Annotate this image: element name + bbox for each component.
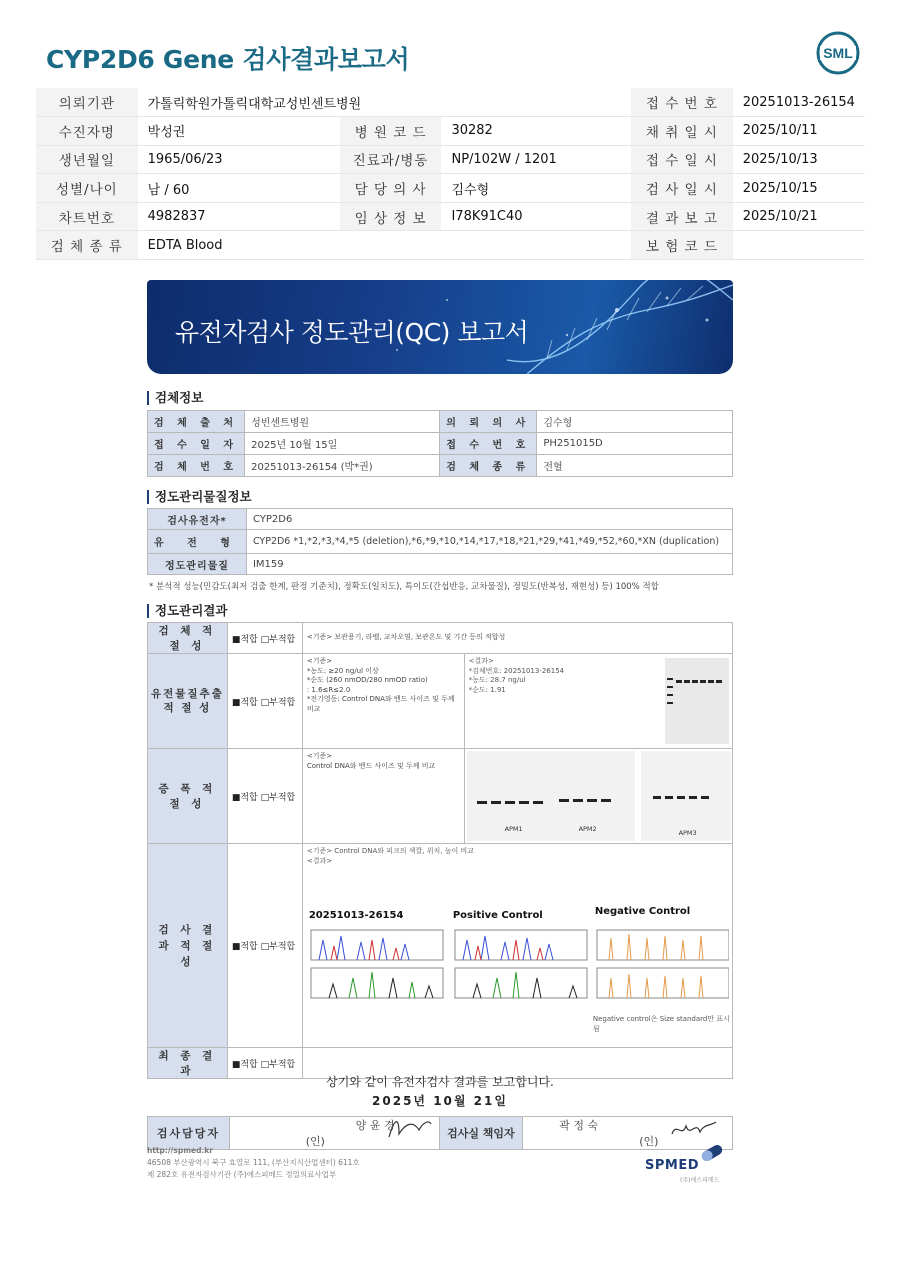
value-report-date: 2025/10/21 <box>733 202 865 231</box>
label-hospital-code: 병 원 코 드 <box>340 117 442 146</box>
pass-checkbox: ■적합 <box>231 634 258 645</box>
criteria-result: <기준> Control DNA와 피크의 색깔, 위치, 높이 비교 <결과> <box>306 847 474 865</box>
value-qc-material: IM159 <box>246 554 732 575</box>
value-test-date: 2025/10/15 <box>733 174 865 203</box>
electropherogram-cell <box>302 844 732 1048</box>
qc-result-row <box>148 844 733 1048</box>
patient-row <box>36 145 865 174</box>
label-received-date: 접 수 일 시 <box>631 145 733 174</box>
label-insurance-code: 보 험 코 드 <box>631 231 733 260</box>
fail-checkbox: □부적합 <box>260 697 296 708</box>
footer-address-block <box>147 1145 360 1181</box>
extraction-result-text: <결과> *검체번호: 20251013-26154 *농도: 28.7 ng/ul *순도: 1.91 <box>468 657 565 694</box>
patient-row <box>36 174 865 203</box>
label-sex-age: 성별/나이 <box>36 174 138 203</box>
value-birth-date: 1965/06/23 <box>138 145 340 174</box>
qc-result-row <box>148 654 733 749</box>
value-physician: 김수형 <box>441 174 631 203</box>
specimen-row <box>148 455 733 477</box>
patient-row <box>36 88 865 117</box>
patient-row <box>36 231 865 260</box>
value-requesting-institution: 가톨릭학원가톨릭대학교성빈센트병원 <box>138 88 631 117</box>
conclusion-text: 상기와 같이 유전자검사 결과를 보고합니다. <box>326 1075 554 1089</box>
label-specimen-source: 검 체 출 처 <box>148 411 245 433</box>
label-final-result: 최 종 결 과 <box>148 1048 228 1079</box>
label-test-gene: 검사유전자* <box>148 509 247 530</box>
section-title-specimen: 검체정보 <box>147 391 203 405</box>
specimen-row <box>148 411 733 433</box>
value-test-gene: CYP2D6 <box>246 509 732 530</box>
label-director: 검사실 책임자 <box>439 1117 523 1150</box>
spmed-logo-subtext: (주)에스피메드 <box>680 1177 720 1184</box>
label-test-date: 검 사 일 시 <box>631 174 733 203</box>
footer-registration: 제 282호 유전자검사기관 (주)에스피메드 정밀의료사업부 <box>147 1170 337 1179</box>
label-extraction-adequacy: 유전물질추출 적 절 성 <box>148 654 228 749</box>
value-department: NP/102W / 1201 <box>441 145 631 174</box>
qc-material-table <box>147 508 733 575</box>
qc-performance-note: * 분석적 성능(민감도(최저 검출 한계, 판정 기준치), 정확도(일치도), 특이도(간섭반응, 교차물질), 정밀도(반복성, 재현성) 등) 100% 적합 <box>149 582 659 592</box>
checkbox-group <box>227 623 302 654</box>
value-accession-number: 20251013-26154 <box>733 88 865 117</box>
label-genotype: 유 전 형 <box>148 530 247 554</box>
negative-control-note: Negative control은 Size standard만 표시됨 <box>592 1015 730 1033</box>
qc-material-row <box>148 509 733 530</box>
label-tester: 검사담당자 <box>148 1117 230 1150</box>
specimen-row <box>148 433 733 455</box>
label-received-number: 접 수 번 호 <box>440 433 537 455</box>
extraction-gel-image <box>665 658 729 744</box>
qc-report-banner <box>147 280 733 374</box>
label-specimen-type: 검 체 종 류 <box>36 231 138 260</box>
value-received-date: 2025년 10월 15일 <box>245 433 440 455</box>
section-title-qc-result: 정도관리결과 <box>147 604 227 618</box>
qc-result-table <box>147 622 733 1079</box>
criteria-amplification: <기준> Control DNA와 밴드 사이즈 및 두께 비교 <box>302 749 464 844</box>
label-accession-number: 접 수 번 호 <box>631 88 733 117</box>
label-birth-date: 생년월일 <box>36 145 138 174</box>
gel-label-apm3: APM3 <box>678 829 697 837</box>
fail-checkbox: □부적합 <box>260 942 296 952</box>
amplification-gel-cell <box>464 749 732 844</box>
label-patient-name: 수진자명 <box>36 117 138 146</box>
label-chart-number: 차트번호 <box>36 202 138 231</box>
banner-title: 유전자검사 정도관리(QC) 보고서 <box>175 318 529 347</box>
panel-title-positive: Positive Control <box>452 910 543 921</box>
patient-info-table <box>36 88 865 260</box>
tester-name: 양 윤 경 <box>355 1119 395 1132</box>
gel-label-apm1: APM1 <box>504 825 523 833</box>
pass-checkbox: ■적합 <box>231 697 258 708</box>
panel-title-negative: Negative Control <box>594 906 691 917</box>
patient-row <box>36 202 865 231</box>
footer-address: 46508 부산광역시 북구 효열로 111, (부산지식산업센터) 611호 <box>147 1158 360 1167</box>
label-department: 진료과/병동 <box>340 145 442 174</box>
value-collection-date: 2025/10/11 <box>733 117 865 146</box>
value-genotype: CYP2D6 *1,*2,*3,*4,*5 (deletion),*6,*9,*10,*14,*17,*18,*21,*29,*41,*49,*52,*60,*XN (duplication) <box>246 530 732 554</box>
checkbox-group <box>227 654 302 749</box>
sml-logo <box>815 30 861 76</box>
conclusion-date: 2025년 10월 21일 <box>372 1094 508 1108</box>
patient-row <box>36 117 865 146</box>
label-collection-date: 채 취 일 시 <box>631 117 733 146</box>
qc-material-row <box>148 530 733 554</box>
specimen-info-table <box>147 410 733 477</box>
pass-checkbox: ■적합 <box>231 792 258 803</box>
value-specimen-source: 성빈센트병원 <box>245 411 440 433</box>
qc-material-row <box>148 554 733 575</box>
label-amplification-adequacy: 증 폭 적 절 성 <box>148 749 228 844</box>
fail-checkbox: □부적합 <box>260 634 296 645</box>
value-patient-name: 박성권 <box>138 117 340 146</box>
label-qc-material: 정도관리물질 <box>148 554 247 575</box>
value-sex-age: 남 / 60 <box>138 174 340 203</box>
report-title: CYP2D6 Gene 검사결과보고서 <box>46 45 410 74</box>
amplification-gel-2 <box>641 751 731 841</box>
value-received-date: 2025/10/13 <box>733 145 865 174</box>
director-seal: (인) <box>639 1135 659 1148</box>
electropherogram-traces <box>309 926 729 1016</box>
director-signature-scribble <box>668 1112 718 1142</box>
spmed-logo-text: SPMED <box>645 1158 699 1173</box>
label-specimen-kind: 검 체 종 류 <box>440 455 537 477</box>
qc-result-row <box>148 623 733 654</box>
value-specimen-type: EDTA Blood <box>138 231 631 260</box>
value-specimen-number: 20251013-26154 (박*권) <box>245 455 440 477</box>
label-specimen-adequacy: 검 체 적 절 성 <box>148 623 228 654</box>
tester-signature-scribble <box>385 1112 435 1142</box>
svg-text:SML: SML <box>823 45 853 61</box>
value-received-number: PH251015D <box>537 433 733 455</box>
label-report-date: 결 과 보 고 <box>631 202 733 231</box>
criteria-specimen-adequacy: <기준> 보관용기, 라벨, 교차오염, 보관온도 및 기간 등의 적합성 <box>302 623 732 654</box>
pass-checkbox: ■적합 <box>231 1059 258 1070</box>
director-name: 곽 정 숙 <box>559 1119 599 1132</box>
value-hospital-code: 30282 <box>441 117 631 146</box>
amplification-gel-1 <box>467 751 635 841</box>
spmed-capsule-icon <box>697 1142 727 1166</box>
footer-url: http://spmed.kr <box>147 1146 213 1155</box>
label-requesting-institution: 의뢰기관 <box>36 88 138 117</box>
extraction-result-cell <box>464 654 732 749</box>
qc-result-row <box>148 749 733 844</box>
pass-checkbox: ■적합 <box>231 942 258 952</box>
panel-title-sample: 20251013-26154 <box>308 910 404 921</box>
label-specimen-number: 검 체 번 호 <box>148 455 245 477</box>
criteria-extraction: <기준> *농도: ≥20 ng/ul 이상 *순도 (260 nmOD/280 nmOD ratio) : 1.6≤R≤2.0 *전기영동: Control DNA와 밴드 사이즈 및 두께 비교 <box>302 654 464 749</box>
tester-seal: (인) <box>305 1135 325 1148</box>
label-received-date: 접 수 일 자 <box>148 433 245 455</box>
fail-checkbox: □부적합 <box>260 1059 296 1070</box>
label-physician: 담 당 의 사 <box>340 174 442 203</box>
value-insurance-code <box>733 231 865 260</box>
value-chart-number: 4982837 <box>138 202 340 231</box>
value-specimen-kind: 전혈 <box>537 455 733 477</box>
gel-label-apm2: APM2 <box>578 825 597 833</box>
fail-checkbox: □부적합 <box>260 792 296 803</box>
label-clinical-info: 임 상 정 보 <box>340 202 442 231</box>
value-clinical-info: I78K91C40 <box>441 202 631 231</box>
checkbox-group <box>227 749 302 844</box>
label-result-adequacy: 검 사 결 과 적 절 성 <box>148 844 228 1048</box>
section-title-qc-material: 정도관리물질정보 <box>147 490 252 504</box>
value-requesting-doctor: 김수형 <box>537 411 733 433</box>
label-requesting-doctor: 의 뢰 의 사 <box>440 411 537 433</box>
checkbox-group <box>227 844 302 1048</box>
